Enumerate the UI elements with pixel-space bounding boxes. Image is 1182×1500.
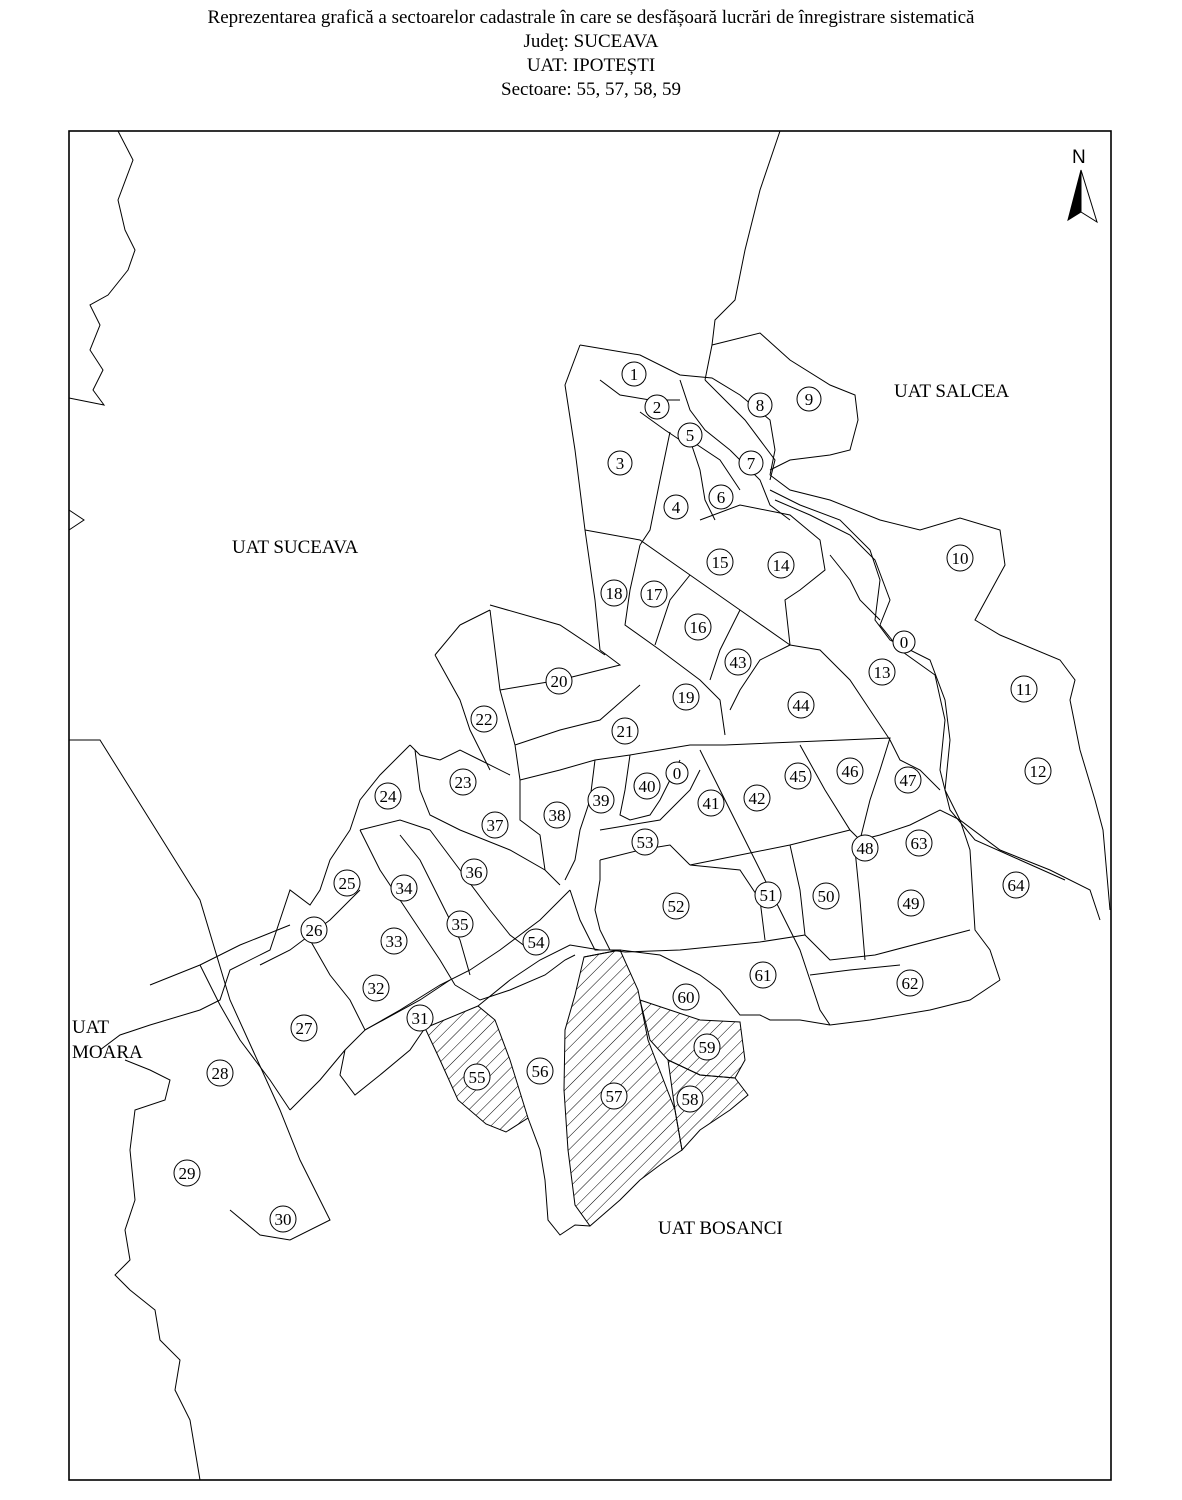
sector-label-56 <box>527 1058 553 1084</box>
sector-label-29 <box>174 1160 200 1186</box>
sector-label-14 <box>768 552 794 578</box>
sector-label-40 <box>634 773 660 799</box>
sector-num-40: 40 <box>638 777 656 796</box>
sector-num-63: 63 <box>910 834 928 853</box>
sector-num-14: 14 <box>772 556 790 575</box>
sector-label-9 <box>797 387 821 411</box>
sector-num-55: 55 <box>468 1068 486 1087</box>
sector-label-49 <box>898 890 924 916</box>
sector-label-2 <box>645 395 669 419</box>
sector-label-0-north <box>893 631 915 653</box>
sector-num-33: 33 <box>385 932 403 951</box>
sector-label-28 <box>207 1060 233 1086</box>
sector-label-62 <box>897 970 923 996</box>
sector-num-0-north: 0 <box>899 633 909 652</box>
title-line-3: UAT: IPOTEȘTI <box>526 55 656 76</box>
sector-num-8: 8 <box>755 396 765 415</box>
sector-label-61 <box>750 962 776 988</box>
sector-label-15 <box>707 549 733 575</box>
sector-20-22-lines <box>435 605 620 770</box>
sector-label-33 <box>381 928 407 954</box>
title-line-2: Judeţ: SUCEAVA <box>523 31 659 52</box>
sector-num-37: 37 <box>486 816 504 835</box>
sector-label-64 <box>1003 872 1029 898</box>
sector-label-25 <box>334 870 360 896</box>
sector-num-25: 25 <box>338 874 356 893</box>
sector-label-51 <box>755 882 781 908</box>
sector-num-53: 53 <box>636 833 654 852</box>
sector-26-28-lines <box>150 890 360 1110</box>
sector-num-9: 9 <box>804 390 814 409</box>
sector-label-57 <box>601 1083 627 1109</box>
sector-label-35 <box>447 911 473 937</box>
sector-num-54: 54 <box>527 933 545 952</box>
sector-num-32: 32 <box>367 979 385 998</box>
west-boundary <box>69 131 135 405</box>
sector-num-23: 23 <box>454 773 472 792</box>
sector-label-53 <box>632 829 658 855</box>
sector-label-5 <box>678 423 702 447</box>
sector-num-48: 48 <box>856 839 874 858</box>
sector-9-outline <box>712 333 858 470</box>
sector-label-39 <box>588 787 614 813</box>
sector-label-58 <box>677 1086 703 1112</box>
sector-16-17-lines <box>625 545 725 735</box>
sector-label-50 <box>813 883 839 909</box>
sector-num-57: 57 <box>605 1087 623 1106</box>
sector-label-0-central <box>666 762 688 784</box>
sector-num-39: 39 <box>592 791 610 810</box>
sector-num-4: 4 <box>671 498 681 517</box>
sector-num-52: 52 <box>667 897 685 916</box>
sector-label-27 <box>291 1015 317 1041</box>
sector-label-17 <box>641 581 667 607</box>
title-line-1: Reprezentarea grafică a sectoarelor cadastrale în care se desfășoară lucrări de înregistrare sistematică <box>207 7 975 28</box>
sector-num-3: 3 <box>615 454 625 473</box>
sector-num-21: 21 <box>616 722 634 741</box>
sector-label-10 <box>947 545 973 571</box>
sector-num-45: 45 <box>789 767 807 786</box>
sector-label-6 <box>709 485 733 509</box>
sector-label-4 <box>664 495 688 519</box>
sector-label-63 <box>906 830 932 856</box>
uat-suceava-label: UAT SUCEAVA <box>232 537 359 558</box>
sector-num-1: 1 <box>629 365 639 384</box>
sector-num-47: 47 <box>899 771 917 790</box>
sector-num-27: 27 <box>295 1019 313 1038</box>
sector-num-12: 12 <box>1029 762 1047 781</box>
sector-label-36 <box>461 859 487 885</box>
east-boundary <box>770 475 1110 910</box>
sector-num-64: 64 <box>1007 876 1025 895</box>
sector-num-36: 36 <box>465 863 483 882</box>
sector-num-30: 30 <box>274 1210 292 1229</box>
sector-num-41: 41 <box>702 794 720 813</box>
sector-label-26 <box>301 917 327 943</box>
sector-num-31: 31 <box>411 1009 429 1028</box>
sector-num-16: 16 <box>689 618 707 637</box>
sector-num-50: 50 <box>817 887 835 906</box>
sector-num-60: 60 <box>677 988 695 1007</box>
sector-label-42 <box>744 785 770 811</box>
sector-label-44 <box>788 692 814 718</box>
west-notch <box>69 510 84 530</box>
sector-num-15: 15 <box>711 553 729 572</box>
salcea-north-boundary <box>705 131 780 380</box>
sector-num-34: 34 <box>395 879 413 898</box>
sector-num-35: 35 <box>451 915 469 934</box>
sector-labels <box>174 362 1051 1232</box>
sector-label-7 <box>739 451 763 475</box>
sector-label-3 <box>608 451 632 475</box>
north-arrow-right <box>1081 170 1097 222</box>
sector-num-10: 10 <box>951 549 969 568</box>
suceava-south-boundary <box>69 740 330 1240</box>
title-line-4: Sectoare: 55, 57, 58, 59 <box>501 79 681 100</box>
sector-label-13 <box>869 659 895 685</box>
sector-label-8 <box>748 393 772 417</box>
sector-label-52 <box>663 893 689 919</box>
sector-label-41 <box>698 790 724 816</box>
sector-label-34 <box>391 875 417 901</box>
sector-num-6: 6 <box>716 488 726 507</box>
sector-label-37 <box>482 812 508 838</box>
river-channel <box>770 490 1100 920</box>
sector-num-42: 42 <box>748 789 766 808</box>
sector-num-2: 2 <box>652 398 662 417</box>
sector-num-29: 29 <box>178 1164 196 1183</box>
sector-label-11 <box>1011 676 1037 702</box>
north-arrow-icon <box>1068 147 1097 222</box>
sector-num-46: 46 <box>841 762 859 781</box>
sector-label-48 <box>852 835 878 861</box>
sector-label-21 <box>612 718 638 744</box>
sector-num-13: 13 <box>873 663 891 682</box>
sector-num-22: 22 <box>475 710 493 729</box>
uat-bosanci-label: UAT BOSANCI <box>658 1218 783 1239</box>
sector-num-44: 44 <box>792 696 810 715</box>
sector-num-59: 59 <box>698 1038 716 1057</box>
uat-moara-label-line2: MOARA <box>72 1042 143 1063</box>
sector-num-5: 5 <box>685 426 695 445</box>
sector-num-18: 18 <box>605 584 623 603</box>
sector-label-12 <box>1025 758 1051 784</box>
sector-num-26: 26 <box>305 921 323 940</box>
sector-num-56: 56 <box>531 1062 549 1081</box>
sector-label-18 <box>601 580 627 606</box>
sector-num-28: 28 <box>211 1064 229 1083</box>
sector-label-30 <box>270 1206 296 1232</box>
sector-num-19: 19 <box>677 688 695 707</box>
sector-num-11: 11 <box>1015 680 1033 699</box>
sector-label-16 <box>685 614 711 640</box>
sector-label-24 <box>375 783 401 809</box>
sector-label-59 <box>694 1034 720 1060</box>
north-arrow-letter: N <box>1072 147 1086 168</box>
uat-moara-label-line1: UAT <box>72 1017 109 1038</box>
sector-label-55 <box>464 1064 490 1090</box>
sector-label-38 <box>544 802 570 828</box>
sector-num-38: 38 <box>548 806 566 825</box>
sector-num-0-central: 0 <box>672 764 682 783</box>
sector-label-46 <box>837 758 863 784</box>
sector-num-51: 51 <box>759 886 777 905</box>
sector-35-36-lines <box>360 820 530 950</box>
sector-num-20: 20 <box>550 672 568 691</box>
sector-num-61: 61 <box>754 966 772 985</box>
sector-label-1 <box>622 362 646 386</box>
sector-label-47 <box>895 767 921 793</box>
sector-num-7: 7 <box>746 454 756 473</box>
moara-boundary <box>115 1060 200 1480</box>
sector-54-56-lines <box>455 955 575 1000</box>
sector-label-31 <box>407 1005 433 1031</box>
sector-num-17: 17 <box>645 585 663 604</box>
sector-label-54 <box>523 929 549 955</box>
sector-label-20 <box>546 668 572 694</box>
north-arrow-left <box>1068 170 1081 220</box>
sector-label-19 <box>673 684 699 710</box>
sector-label-43 <box>725 649 751 675</box>
sector-num-49: 49 <box>902 894 920 913</box>
sector-label-23 <box>450 769 476 795</box>
sector-num-62: 62 <box>901 974 919 993</box>
sector-num-58: 58 <box>681 1090 699 1109</box>
uat-salcea-label: UAT SALCEA <box>894 381 1010 402</box>
sector-label-32 <box>363 975 389 1001</box>
sector-label-22 <box>471 706 497 732</box>
sector-label-45 <box>785 763 811 789</box>
sector-label-60 <box>673 984 699 1010</box>
sector-num-24: 24 <box>379 787 397 806</box>
sector-num-43: 43 <box>729 653 747 672</box>
